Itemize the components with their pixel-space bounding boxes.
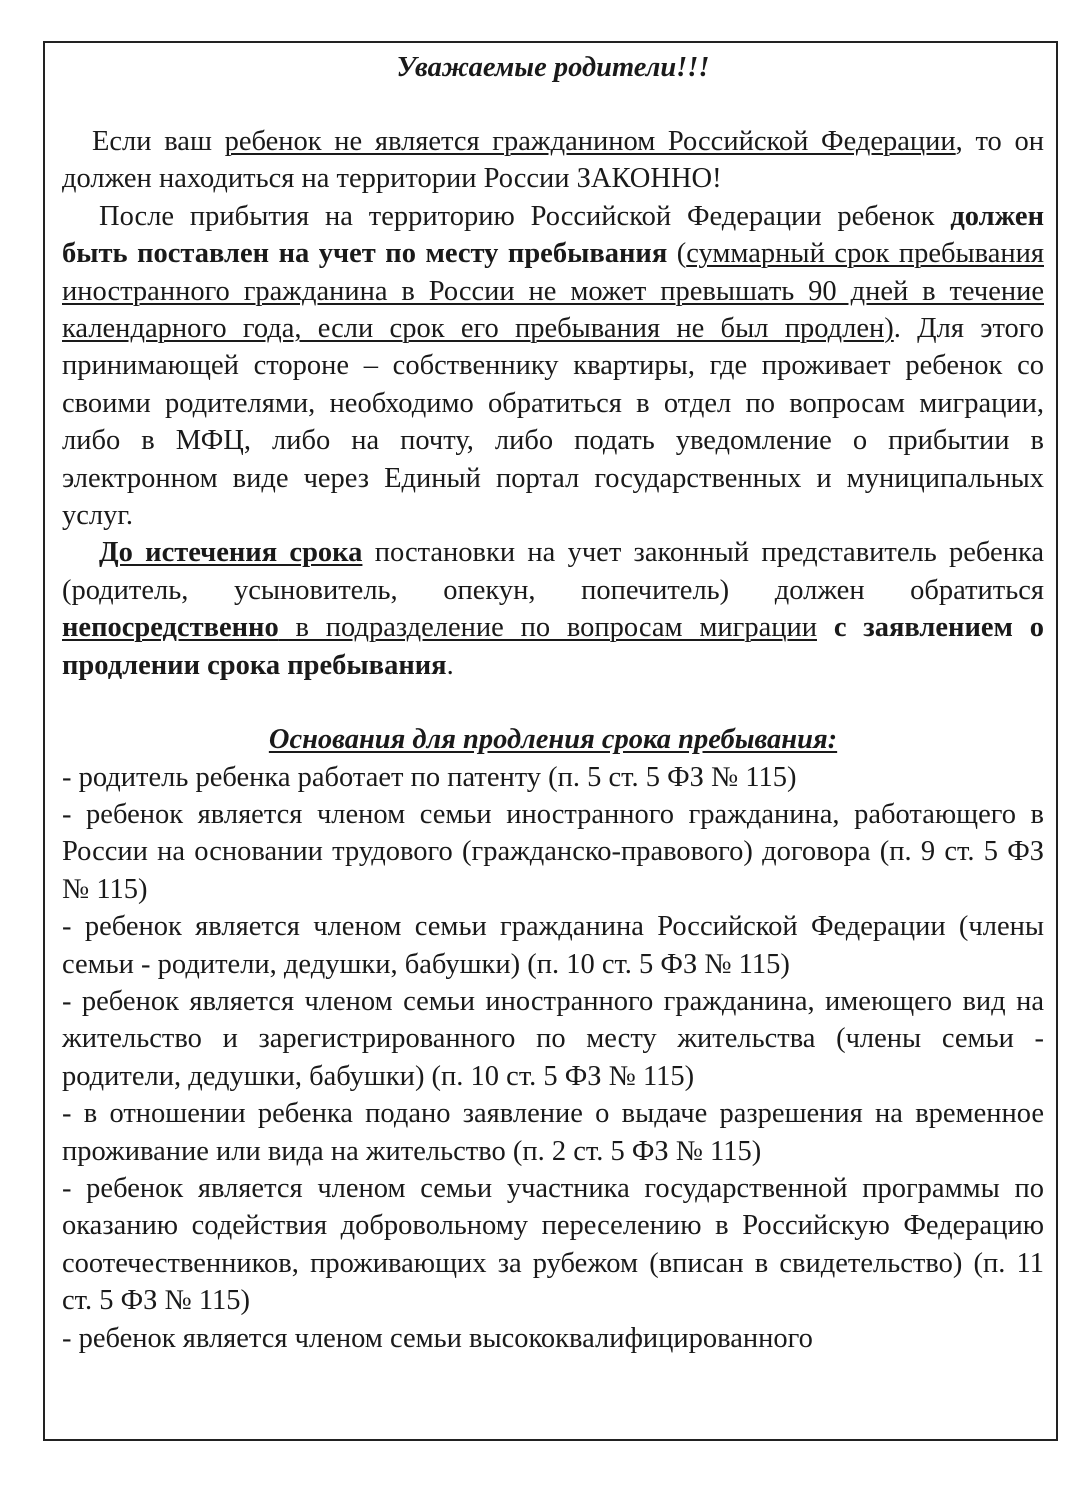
list-item: - ребенок является членом семьи высококвалифицированного [62, 1322, 813, 1354]
spacer [62, 86, 1044, 123]
bold-underlined-text: непосредственно [62, 612, 279, 644]
paragraph-extension [62, 534, 1044, 684]
document-frame [43, 41, 1058, 1441]
bold-text: с заявлением о продлении срока пребывания [62, 612, 1045, 681]
paragraph-text: . [446, 649, 454, 681]
paragraph-text: . Для этого принимающей стороне – собственнику квартиры, где проживает ребенок со своими родителями, необходимо обратиться в отдел по вопросам миграции, либо в МФЦ, либо на почту, либо подать уведомление о прибытии в электронном виде через Единый портал государственных и муниципальных услуг. [62, 313, 1044, 532]
paragraph-citizenship [62, 123, 1044, 198]
underlined-text: суммарный срок пребывания иностранного гражданина в России не может превышать 90 дней в течение календарного года, если срок его пребывания не был продлен) [62, 238, 1044, 345]
paragraph-text [817, 612, 834, 643]
paragraph-text: , то он должен находиться на территории России ЗАКОННО! [62, 126, 1044, 195]
paragraph-text: После прибытия на территорию Российской Федерации ребенок [99, 200, 951, 232]
list-item: - ребенок является членом семьи участника государственной программы по оказанию содействия добровольному переселению в Российскую Федерацию соотечественников, проживающих за рубежом (вписан в свидетельство) (п. 11 ст. 5 ФЗ № 115) [62, 1172, 1044, 1317]
list-item: - ребенок является членом семьи иностранного гражданина, работающего в России на основании трудового (гражданско-правового) договора (п. 9 ст. 5 ФЗ № 115) [62, 798, 1044, 905]
spacer [62, 684, 1044, 721]
bold-text: должен быть поставлен на учет по месту пребывания [62, 200, 1044, 270]
bold-underlined-text: До истечения срока [99, 537, 363, 569]
list-item: - родитель ребенка работает по патенту (п. 5 ст. 5 ФЗ № 115) [62, 761, 797, 793]
list-item: - в отношении ребенка подано заявление о выдаче разрешения на временное проживание или вида на жительство (п. 2 ст. 5 ФЗ № 115) [62, 1098, 1044, 1167]
list-item: - ребенок является членом семьи гражданина Российской Федерации (члены семьи - родители, дедушки, бабушки) (п. 10 ст. 5 ФЗ № 115) [62, 911, 1044, 980]
grounds-list [62, 759, 1044, 1358]
list-item: - ребенок является членом семьи иностранного гражданина, имеющего вид на жительство и зарегистрированного по месту жительства (члены семьи - родители, дедушки, бабушки) (п. 10 ст. 5 ФЗ № 115) [62, 985, 1044, 1092]
document-content [62, 43, 1044, 1357]
paragraph-text: постановки на учет законный представитель ребенка (родитель, усыновитель, опекун, попечитель) должен обратиться [62, 537, 1045, 606]
page-title: Уважаемые родители!!! [396, 52, 710, 83]
paragraph-registration [62, 198, 1044, 535]
paragraph-text: ( [667, 238, 687, 270]
paragraph-text: Если ваш [92, 126, 225, 157]
underlined-text: в подразделение по вопросам миграции [278, 612, 817, 644]
underlined-text: ребенок не является гражданином Российской Федерации [224, 126, 956, 157]
section-heading: Основания для продления срока пребывания: [268, 724, 838, 756]
